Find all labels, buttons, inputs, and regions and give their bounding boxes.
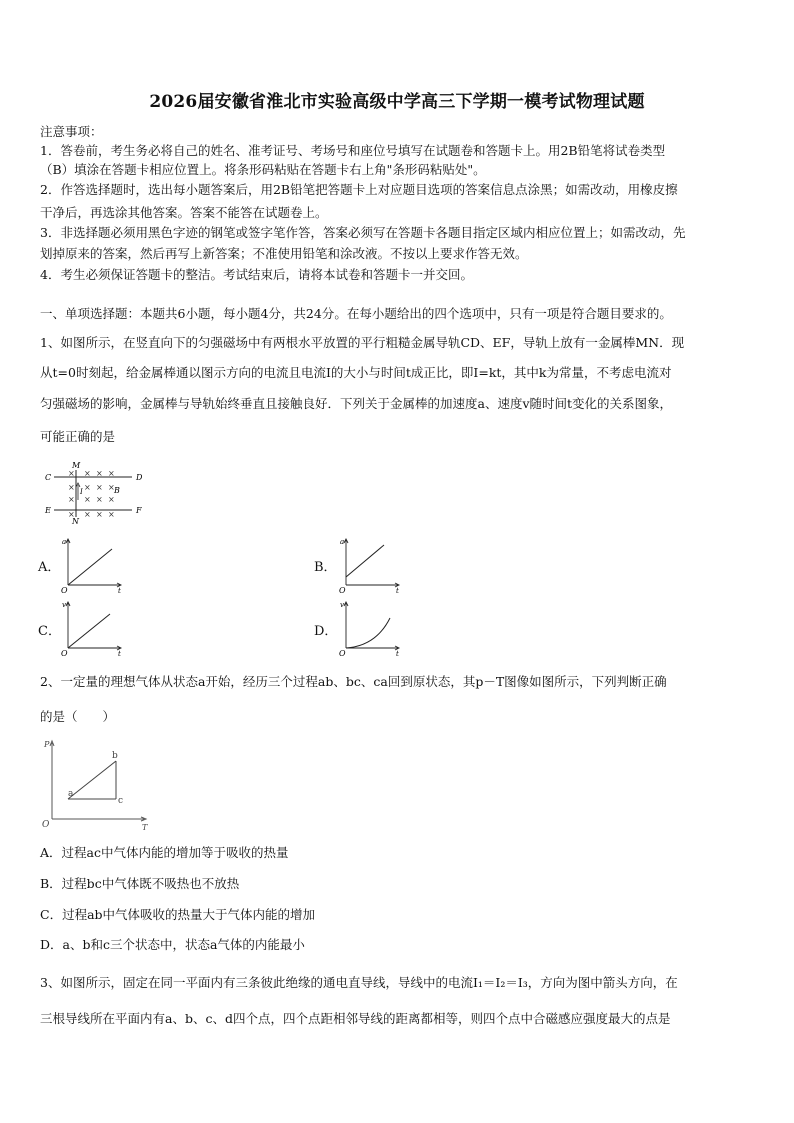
label-t: T (142, 823, 148, 832)
svg-text:×: × (68, 495, 75, 504)
origin-label: O (61, 649, 68, 658)
label-o: O (42, 820, 50, 830)
x-label: t (396, 587, 399, 595)
svg-text:×: × (68, 469, 75, 478)
q2-line-1: 2、一定量的理想气体从状态a开始，经历三个过程ab、bc、ca回到原状态，其p－T图像如图所示，下列判断正确 (40, 674, 667, 689)
process-ab (68, 761, 116, 799)
origin-label: O (339, 586, 346, 595)
page-title: 2026届安徽省淮北市实验高级中学高三下学期一模考试物理试题 (149, 92, 645, 112)
svg-text:×: × (68, 483, 75, 492)
x-label: t (118, 587, 121, 595)
q2-option-b: B．过程bc中气体既不吸热也不放热 (40, 876, 240, 891)
q1-option-c-letter: C． (38, 624, 61, 639)
label-c: C (45, 473, 52, 482)
label-d: D (136, 473, 143, 482)
svg-text:×: × (96, 469, 103, 478)
q2-option-a: A．过程ac中气体内能的增加等于吸收的热量 (40, 845, 289, 860)
curve (346, 618, 390, 648)
q1-graph-b (336, 535, 406, 595)
q1-option-b-letter: B． (314, 560, 337, 575)
q2-option-c: C．过程ab中气体吸收的热量大于气体内能的增加 (40, 907, 316, 922)
y-label: v (340, 601, 344, 609)
q3-line-2: 三根导线所在平面内有a、b、c、d四个点，四个点距相邻导线的距离都相等，则四个点中合磁感应强度最大的点是 (40, 1011, 671, 1026)
svg-text:×: × (84, 495, 91, 504)
svg-text:×: × (68, 510, 75, 519)
q2-option-d: D．a、b和c三个状态中，状态a气体的内能最小 (40, 937, 305, 952)
q1-graph-d (336, 598, 406, 658)
q1-line-2: 从t=0时刻起，给金属棒通以图示方向的电流且电流I的大小与时间t成正比，即I=kt，其中k为常量，不考虑电流对 (40, 365, 672, 380)
q1-line-3: 匀强磁场的影响，金属棒与导轨始终垂直且接触良好．下列关于金属棒的加速度a、速度v随时间t变化的关系图象， (40, 396, 673, 411)
svg-text:×: × (108, 510, 115, 519)
q1-line-4: 可能正确的是 (40, 429, 116, 444)
q1-graph-c (58, 598, 128, 658)
label-b: b (112, 751, 118, 761)
label-p: P (44, 740, 50, 749)
y-label: v (62, 601, 66, 609)
svg-text:×: × (96, 510, 103, 519)
notice-line-3: 2．作答选择题时，选出每小题答案后，用2B铅笔把答题卡上对应题目选项的答案信息点涂黑；如需改动，用橡皮擦 (40, 182, 678, 197)
q3-line-1: 3、如图所示，固定在同一平面内有三条彼此绝缘的通电直导线，导线中的电流I₁＝I₂＝I₃，方向为图中箭头方向，在 (40, 975, 678, 990)
svg-text:×: × (96, 495, 103, 504)
x-label: t (118, 650, 121, 658)
curve (346, 545, 384, 577)
notice-line-5: 3．非选择题必须用黑色字迹的钢笔或签字笔作答，答案必须写在答题卡各题目指定区域内相应位置上；如需改动，先 (40, 225, 686, 240)
notice-line-6: 划掉原来的答案，然后再写上新答案；不准使用铅笔和涂改液。不按以上要求作答无效。 (40, 246, 528, 261)
notice-line-1: 1．答卷前，考生务必将自己的姓名、准考证号、考场号和座位号填写在试题卷和答题卡上。用2B铅笔将试卷类型 (40, 143, 666, 158)
notice-line-4: 干净后，再选涂其他答案。答案不能答在试题卷上。 (40, 205, 328, 220)
notice-heading: 注意事项： (40, 124, 103, 139)
curve (68, 549, 112, 585)
curve (68, 614, 110, 648)
label-b: B (114, 486, 120, 495)
x-label: t (396, 650, 399, 658)
origin-label: O (339, 649, 346, 658)
svg-text:×: × (84, 510, 91, 519)
svg-text:×: × (96, 483, 103, 492)
label-e: E (45, 506, 51, 515)
q1-line-1: 1、如图所示，在竖直向下的匀强磁场中有两根水平放置的平行粗糙金属导轨CD、EF，导轨上放有一金属棒MN．现 (40, 335, 685, 350)
y-label: a (340, 538, 345, 546)
section-heading: 一、单项选择题：本题共6小题，每小题4分，共24分。在每小题给出的四个选项中，只有一项是符合题目要求的。 (40, 306, 672, 321)
notice-line-7: 4．考生必须保证答题卡的整洁。考试结束后，请将本试卷和答题卡一并交回。 (40, 267, 473, 282)
notice-line-2: （B）填涂在答题卡相应位置上。将条形码粘贴在答题卡右上角"条形码粘贴处"。 (40, 162, 486, 177)
svg-text:×: × (84, 469, 91, 478)
label-n: N (72, 517, 79, 525)
origin-label: O (61, 586, 68, 595)
svg-text:×: × (108, 483, 115, 492)
q1-option-d-letter: D． (314, 624, 338, 639)
q1-rail-figure (40, 460, 150, 525)
q1-option-a-letter: A． (38, 560, 61, 575)
label-a: a (68, 789, 74, 799)
q2-line-2: 的是（ ） (40, 709, 116, 724)
label-i: I (80, 488, 83, 496)
label-m: M (72, 461, 81, 470)
svg-text:×: × (108, 469, 115, 478)
svg-text:×: × (84, 483, 91, 492)
svg-text:×: × (108, 495, 115, 504)
label-f: F (136, 506, 142, 515)
q2-pt-figure (40, 735, 155, 835)
y-label: a (62, 538, 67, 546)
q1-graph-a (58, 535, 128, 595)
label-c: c (118, 796, 124, 806)
